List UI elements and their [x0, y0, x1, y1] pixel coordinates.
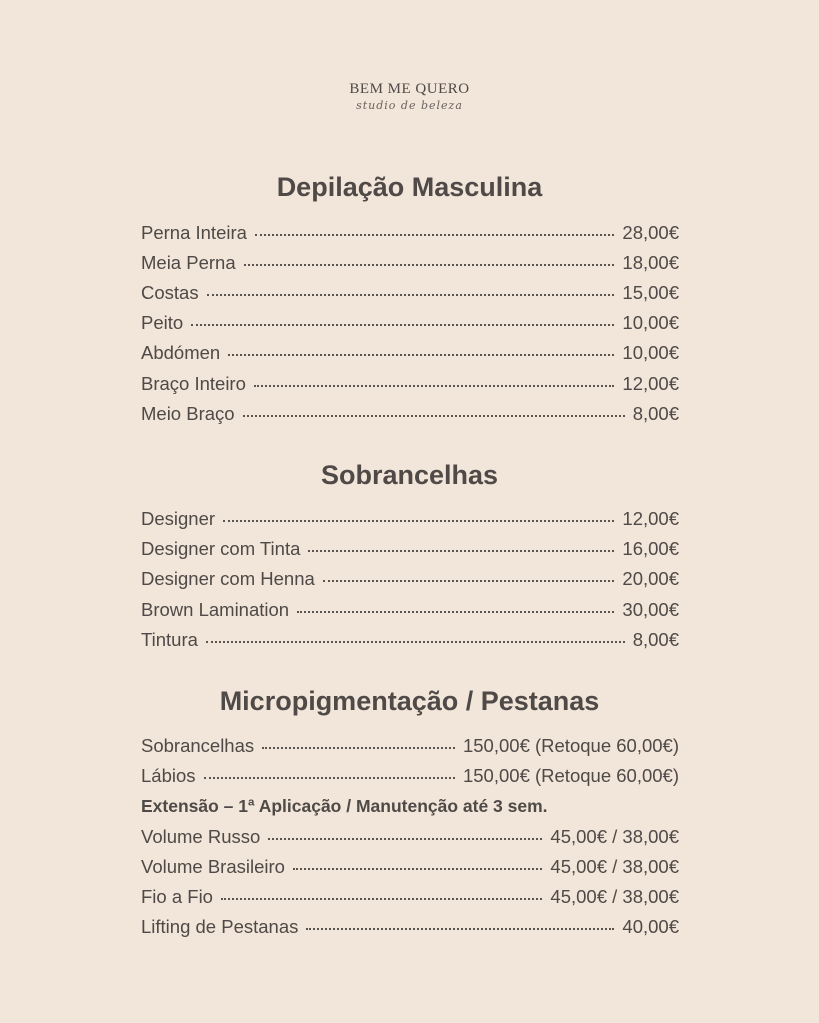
price-row	[141, 885, 679, 909]
dot-leader	[244, 264, 615, 266]
service-name: Lábios	[141, 765, 196, 786]
price-row	[141, 341, 679, 365]
price-row	[141, 281, 679, 305]
service-price: 18,00€	[622, 252, 679, 273]
price-row	[141, 221, 679, 245]
price-row	[141, 825, 679, 849]
dot-leader	[268, 838, 542, 840]
dot-leader	[254, 385, 615, 387]
extension-subheading: Extensão – 1ª Aplicação / Manutenção até 3 sem.	[141, 796, 548, 816]
price-row	[141, 372, 679, 396]
dot-leader	[223, 520, 614, 522]
price-row	[141, 628, 679, 652]
service-name: Volume Russo	[141, 826, 261, 847]
service-price: 45,00€ / 38,00€	[550, 826, 679, 847]
service-price: 16,00€	[622, 538, 679, 559]
service-price: 150,00€ (Retoque 60,00€)	[462, 735, 679, 756]
service-name: Designer	[141, 508, 216, 529]
service-name: Abdómen	[141, 342, 221, 363]
service-price: 30,00€	[622, 599, 679, 620]
dot-leader	[262, 747, 455, 749]
section-title-micropigmentacao: Micropigmentação / Pestanas	[219, 686, 600, 716]
service-name: Braço Inteiro	[141, 373, 246, 394]
service-price: 12,00€	[622, 373, 679, 394]
price-row	[141, 311, 679, 335]
price-row	[141, 402, 679, 426]
service-name: Costas	[141, 282, 199, 303]
service-price: 20,00€	[622, 568, 679, 589]
service-name: Designer com Henna	[141, 568, 315, 589]
section-title-depilacao: Depilação Masculina	[276, 172, 543, 202]
price-row	[141, 734, 679, 758]
service-price: 45,00€ / 38,00€	[550, 886, 679, 907]
service-name: Meio Braço	[141, 403, 235, 424]
service-name: Lifting de Pestanas	[141, 916, 299, 937]
dot-leader	[255, 234, 614, 236]
service-price: 8,00€	[632, 629, 679, 650]
logo-name: BEM ME QUERO	[349, 81, 470, 97]
price-row	[141, 507, 679, 531]
service-name: Sobrancelhas	[141, 735, 255, 756]
service-price: 45,00€ / 38,00€	[550, 856, 679, 877]
service-price: 15,00€	[622, 282, 679, 303]
service-name: Peito	[141, 312, 184, 333]
service-price: 150,00€ (Retoque 60,00€)	[462, 765, 679, 786]
dot-leader	[221, 898, 542, 900]
price-row	[141, 537, 679, 561]
service-price: 10,00€	[622, 342, 679, 363]
logo-tagline: studio de beleza	[356, 99, 463, 112]
service-price: 12,00€	[622, 508, 679, 529]
service-price: 10,00€	[622, 312, 679, 333]
price-row	[141, 915, 679, 939]
dot-leader	[243, 415, 625, 417]
dot-leader	[297, 611, 614, 613]
service-name: Meia Perna	[141, 252, 236, 273]
dot-leader	[293, 868, 542, 870]
dot-leader	[228, 354, 614, 356]
service-name: Volume Brasileiro	[141, 856, 285, 877]
dot-leader	[206, 641, 625, 643]
dot-leader	[191, 324, 614, 326]
service-name: Fio a Fio	[141, 886, 213, 907]
price-row	[141, 567, 679, 591]
dot-leader	[323, 580, 615, 582]
price-row	[141, 855, 679, 879]
service-price: 28,00€	[622, 222, 679, 243]
dot-leader	[306, 928, 614, 930]
service-price: 8,00€	[632, 403, 679, 424]
section-title-sobrancelhas: Sobrancelhas	[320, 460, 499, 490]
service-name: Perna Inteira	[141, 222, 247, 243]
price-row	[141, 598, 679, 622]
dot-leader	[204, 777, 455, 779]
service-name: Brown Lamination	[141, 599, 290, 620]
service-price: 40,00€	[622, 916, 679, 937]
service-name: Designer com Tinta	[141, 538, 301, 559]
studio-logo	[0, 80, 819, 113]
service-name: Tintura	[141, 629, 198, 650]
dot-leader	[308, 550, 614, 552]
price-row	[141, 251, 679, 275]
dot-leader	[207, 294, 615, 296]
price-row	[141, 764, 679, 788]
